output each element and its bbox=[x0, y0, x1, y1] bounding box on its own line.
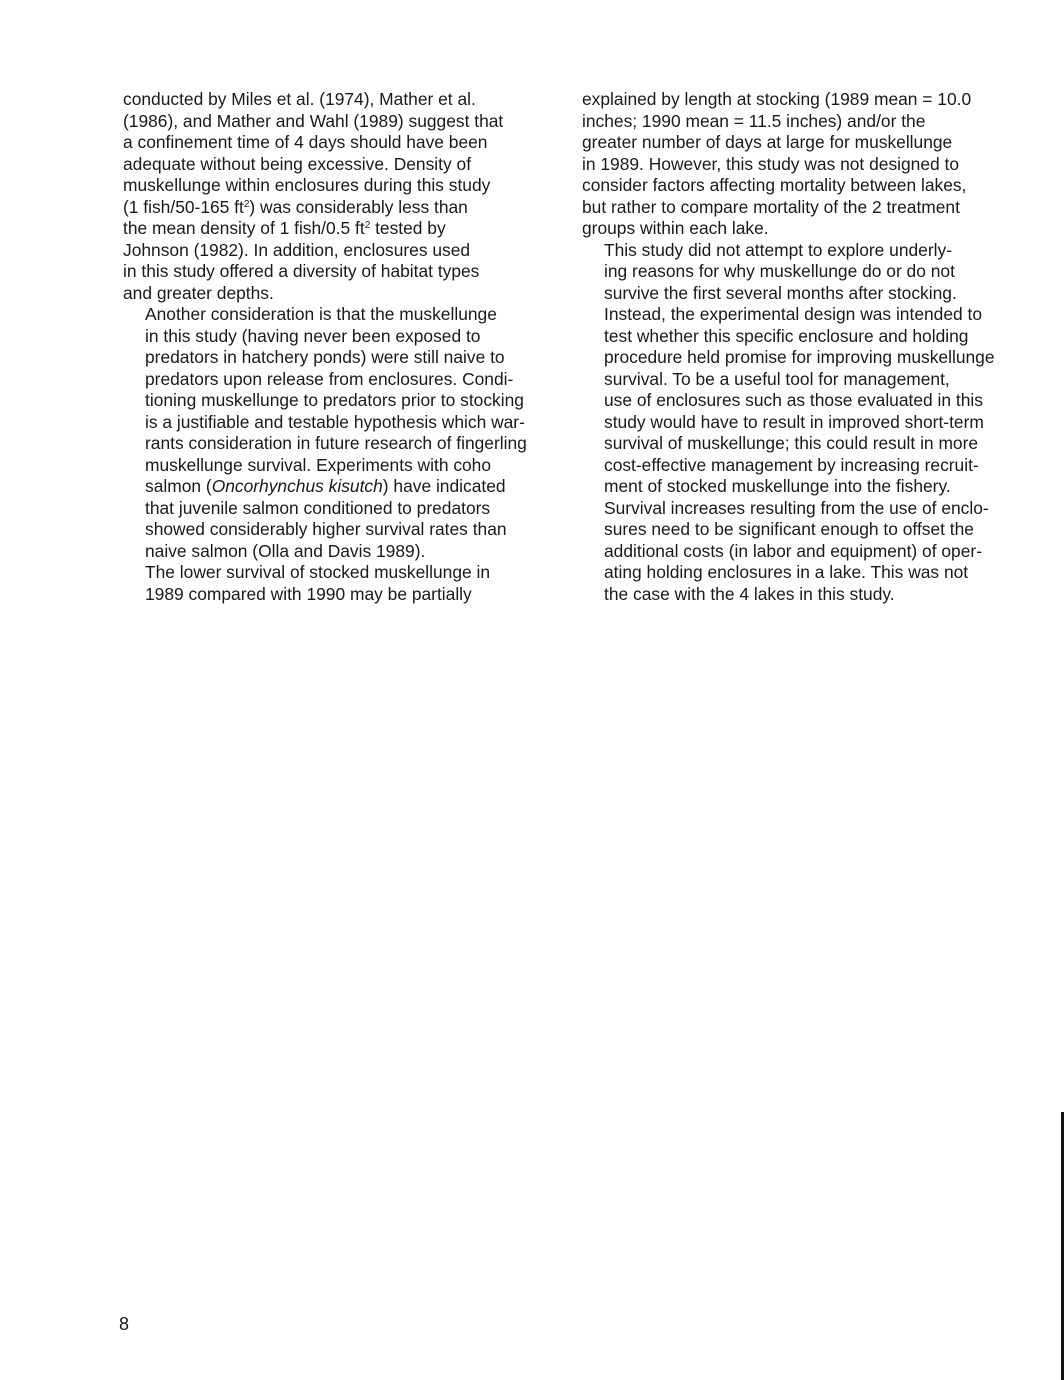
text-line: Survival increases resulting from the use of enclo- bbox=[604, 497, 989, 518]
text-line: ing reasons for why muskellunge do or do not bbox=[604, 261, 955, 281]
text-line: but rather to compare mortality of the 2 treatment bbox=[582, 196, 960, 217]
text-line: tioning muskellunge to predators prior to stocking bbox=[145, 390, 524, 410]
text-line: survive the first several months after stocking. bbox=[604, 282, 957, 303]
text-line: that juvenile salmon conditioned to predators bbox=[145, 497, 491, 518]
text-line: (1 fish/50-165 $ft^2$) was considerably less than bbox=[123, 196, 468, 217]
paragraph bbox=[123, 89, 543, 304]
text-line: additional costs (in labor and equipment) of oper- bbox=[604, 540, 982, 561]
text-line: rants consideration in future research of fingerling bbox=[145, 433, 527, 453]
text-line: ating holding enclosures in a lake. This was not bbox=[604, 562, 969, 582]
text-line: ment of stocked muskellunge into the fishery. bbox=[604, 476, 951, 496]
text-line: is a justifiable and testable hypothesis which war- bbox=[145, 411, 525, 432]
text-line: explained by length at stocking (1989 mean = 10.0 bbox=[582, 89, 972, 109]
left-column bbox=[123, 89, 543, 605]
text-line: the case with the 4 lakes in this study. bbox=[604, 583, 895, 604]
text-line: Johnson (1982). In addition, enclosures used bbox=[123, 239, 471, 260]
text-line: procedure held promise for improving muskellunge bbox=[604, 347, 995, 367]
text-line: greater number of days at large for muskellunge bbox=[582, 132, 953, 152]
text-line: salmon (Oncorhynchus kisutch) have indicated bbox=[145, 476, 506, 496]
text-line: use of enclosures such as those evaluated in this bbox=[604, 390, 983, 410]
text-line: This study did not attempt to explore underly- bbox=[604, 239, 952, 260]
text-line: the mean density of 1 fish/0.5 $ft^2$ tested by bbox=[123, 218, 446, 238]
text-line: a confinement time of 4 days should have been bbox=[123, 132, 488, 152]
text-line: showed considerably higher survival rates than bbox=[145, 519, 507, 539]
right-column bbox=[582, 89, 1002, 605]
text-line: in this study (having never been exposed to bbox=[145, 325, 481, 346]
text-line: The lower survival of stocked muskellunge in bbox=[145, 562, 491, 582]
text-line: Instead, the experimental design was intended to bbox=[604, 304, 983, 324]
text-line: naive salmon (Olla and Davis 1989). bbox=[145, 540, 426, 561]
paragraph bbox=[123, 304, 543, 562]
text-line: in this study offered a diversity of habitat types bbox=[123, 261, 480, 281]
text-line: muskellunge survival. Experiments with coho bbox=[145, 454, 492, 475]
text-line: and greater depths. bbox=[123, 282, 274, 303]
text-line: muskellunge within enclosures during this study bbox=[123, 175, 491, 195]
text-line: in 1989. However, this study was not designed to bbox=[582, 153, 960, 174]
paragraph bbox=[123, 562, 543, 605]
text-line: adequate without being excessive. Density of bbox=[123, 153, 472, 174]
text-line: groups within each lake. bbox=[582, 218, 769, 238]
text-line: Another consideration is that the muskellunge bbox=[145, 304, 497, 324]
text-line: survival. To be a useful tool for management, bbox=[604, 368, 950, 389]
text-line: predators upon release from enclosures. Condi- bbox=[145, 368, 514, 389]
paragraph bbox=[582, 240, 1002, 606]
text-line: conducted by Miles et al. (1974), Mather et al. bbox=[123, 89, 476, 109]
text-line: inches; 1990 mean = 11.5 inches) and/or the bbox=[582, 110, 926, 131]
text-line: cost-effective management by increasing recruit- bbox=[604, 454, 979, 475]
species-name: Oncorhynchus kisutch bbox=[211, 476, 383, 496]
text-line: study would have to result in improved short-term bbox=[604, 411, 984, 432]
page-number: 8 bbox=[119, 1314, 130, 1334]
text-line: sures need to be significant enough to offset the bbox=[604, 519, 974, 539]
paragraph bbox=[582, 89, 1002, 240]
text-line: consider factors affecting mortality between lakes, bbox=[582, 175, 967, 195]
text-line: predators in hatchery ponds) were still naive to bbox=[145, 347, 505, 367]
text-line: (1986), and Mather and Wahl (1989) suggest that bbox=[123, 110, 504, 131]
text-line: 1989 compared with 1990 may be partially bbox=[145, 583, 472, 604]
text-line: test whether this specific enclosure and holding bbox=[604, 325, 969, 346]
text-line: survival of muskellunge; this could result in more bbox=[604, 433, 979, 453]
